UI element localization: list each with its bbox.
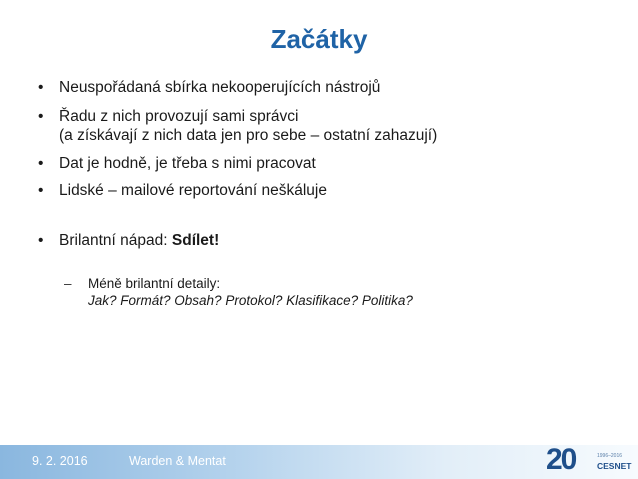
bullet-text-bold: Sdílet!	[171, 232, 220, 249]
logo-number: 20	[546, 443, 576, 476]
bullet-marker: •	[38, 79, 44, 96]
logo-org: CESNET	[597, 461, 632, 471]
sub-bullet-marker: –	[64, 276, 72, 291]
footer-bar	[0, 445, 638, 479]
sub-bullet-text	[88, 275, 413, 309]
bullet-text-plain: Brilantní nápad:	[59, 232, 172, 249]
bullet-text: Lidské – mailové reportování neškáluje	[59, 182, 327, 199]
logo-years: 1996–2016	[597, 453, 623, 459]
bullet-line: (a získávají z nich data jen pro sebe – ostatní zahazují)	[59, 127, 438, 144]
bullet-marker: •	[38, 108, 44, 125]
slide-title: Začátky	[270, 24, 368, 54]
footer-date: 9. 2. 2016	[32, 454, 88, 468]
bullet-marker: •	[38, 155, 44, 172]
bullet-marker: •	[38, 232, 44, 249]
bullet-marker: •	[38, 182, 44, 199]
bullet-text	[59, 231, 219, 250]
bullet-text: Dat je hodně, je třeba s nimi pracovat	[59, 155, 316, 172]
bullet-text	[59, 107, 437, 145]
sub-bullet-line-italic: Jak? Formát? Obsah? Protokol? Klasifikace? Politika?	[88, 293, 413, 308]
bullet-line: Řadu z nich provozují sami správci	[59, 108, 299, 125]
cesnet-logo	[546, 443, 632, 477]
bullet-text: Neuspořádaná sbírka nekooperujících nástrojů	[59, 79, 381, 96]
footer-author: Warden & Mentat	[129, 454, 226, 468]
sub-bullet-line: Méně brilantní detaily:	[88, 276, 221, 291]
